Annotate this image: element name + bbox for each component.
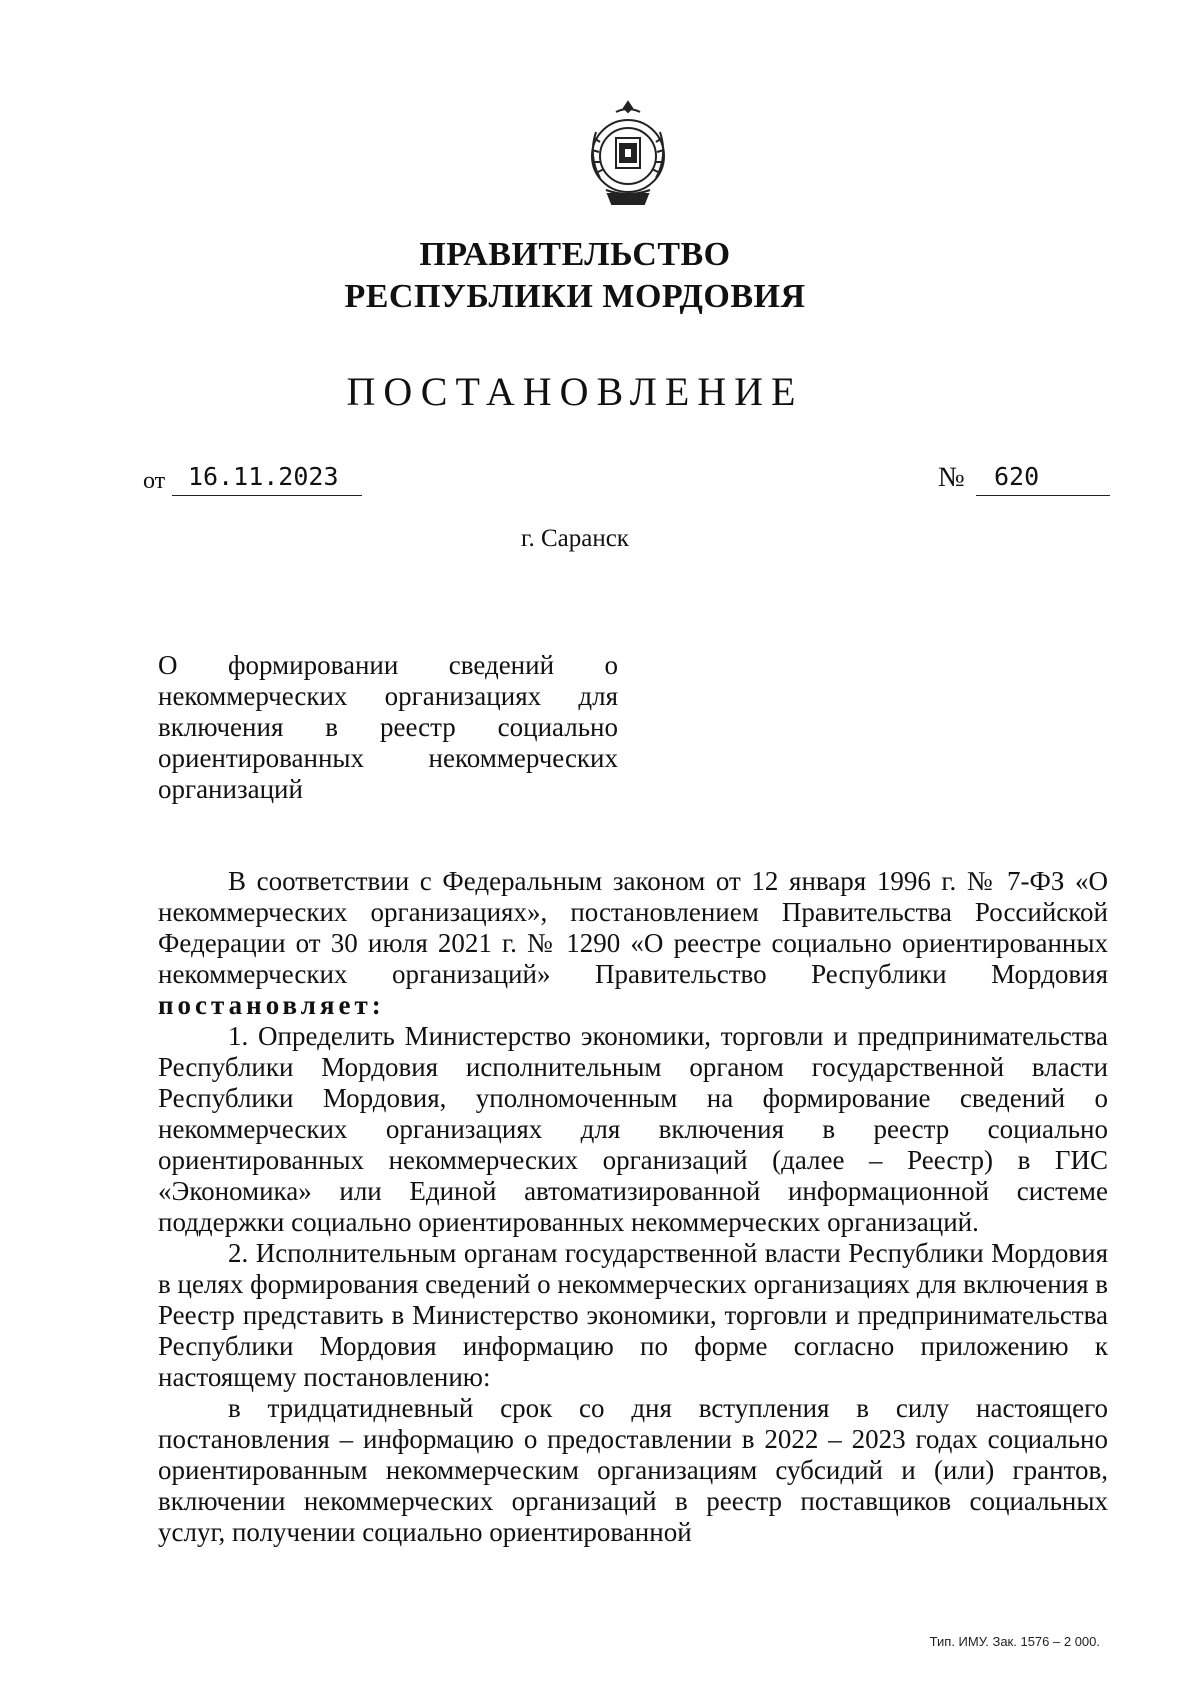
print-footer: Тип. ИМУ. Зак. 1576 – 2 000. [929,1634,1100,1649]
city: г. Саранск [521,525,629,552]
government-name-line2: РЕСПУБЛИКИ МОРДОВИЯ [344,278,806,315]
decree-word: постановляет: [158,990,385,1020]
preamble-paragraph [158,866,1108,1021]
coat-of-arms-icon [578,98,678,216]
document-type-title: ПОСТАНОВЛЕНИЕ [346,369,804,414]
item-2-sub-paragraph: в тридцатидневный срок со дня вступления в силу настоящего постановления – информацию о предоставлении в 2022 – 2023 годах социально ориентированным некоммерческим организациям субсидий и (или) грантов, включении некоммерческих организаций в реестр поставщиков социальных услуг, получении социально ориентированной [158,1393,1108,1547]
document-date: 16.11.2023 [172,460,362,496]
item-1-paragraph: 1. Определить Министерство экономики, торговли и предпринимательства Республики Мордовия исполнительным органом государственной власти Республики Мордовия, уполномоченным на формирование сведений о некоммерческих организациях для включения в реестр социально ориентированных некоммерческих организаций (далее – Реестр) в ГИС «Экономика» или Единой автоматизированной информационной системе поддержки социально ориентированных некоммерческих организаций. [158,1021,1108,1237]
document-subject: О формировании сведений о некоммерческих организациях для включения в реестр социально ориентированных некоммерческих организаций [158,650,618,804]
number-prefix: № [938,462,965,493]
date-prefix: от [143,468,166,494]
document-number: 620 [976,460,1110,496]
government-name-line1: ПРАВИТЕЛЬСТВО [419,236,731,273]
item-2-paragraph: 2. Исполнительным органам государственной власти Республики Мордовия в целях формирования сведений о некоммерческих организациях для включения в Реестр представить в Министерство экономики, торговли и предпринимательства Республики Мордовия информацию по форме согласно приложению к настоящему постановлению: [158,1238,1109,1392]
document-body [158,866,1108,1548]
preamble-text: В соответствии с Федеральным законом от 12 января 1996 г. № 7-ФЗ «О некоммерческих организациях», постановлением Правительства Российской Федерации от 30 июля 2021 г. № 1290 «О реестре социально ориентированных некоммерческих организаций» Правительство Республики Мордовия [158,866,1108,989]
